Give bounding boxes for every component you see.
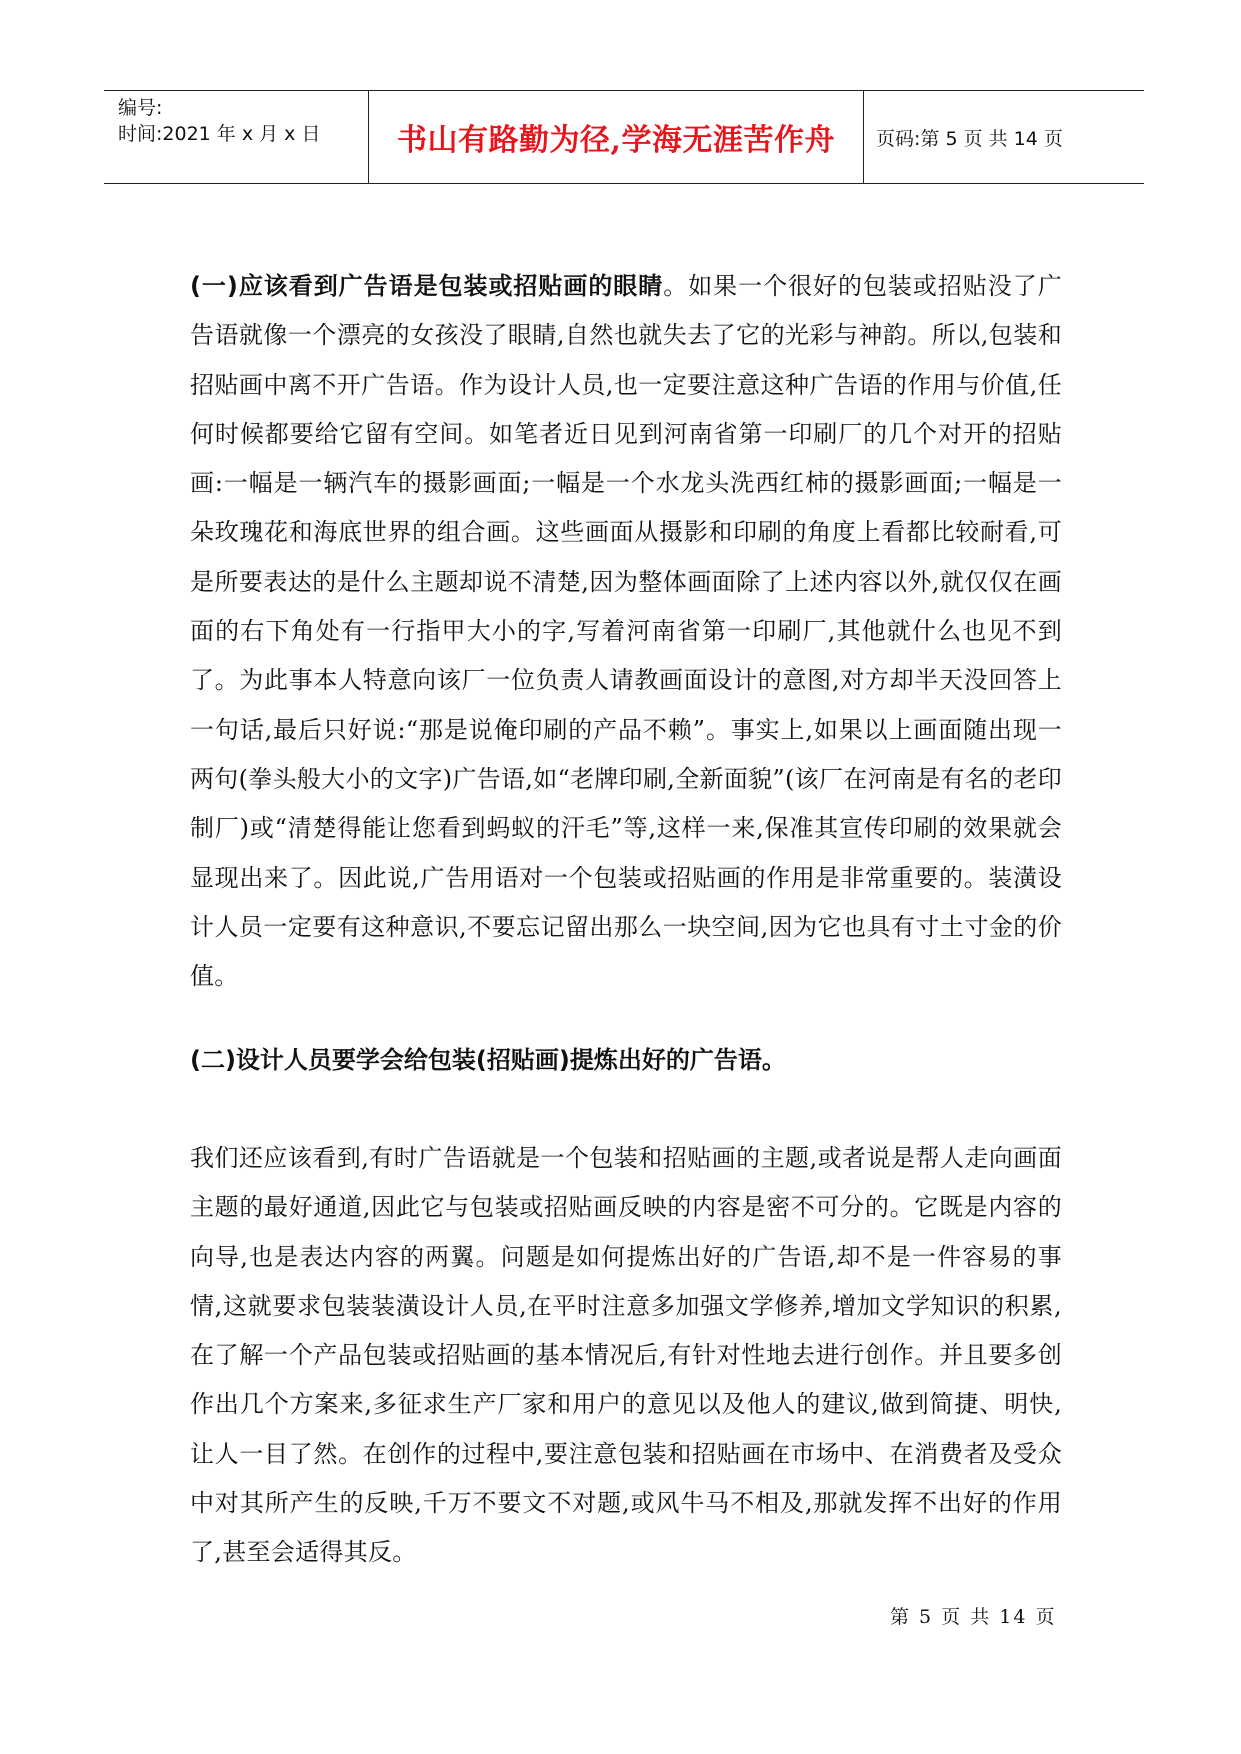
header-motto-cell [369, 91, 864, 183]
page-footer: 第 5 页 共 14 页 [890, 1606, 1057, 1628]
section-1-body: 。如果一个很好的包装或招贴没了广告语就像一个漂亮的女孩没了眼睛,自然也就失去了它的光彩与神韵。所以,包装和招贴画中离不开广告语。作为设计人员,也一定要注意这种广告语的作用与价值,任何时候都要给它留有空间。如笔者近日见到河南省第一印刷厂的几个对开的招贴画:一幅是一辆汽车的摄影画面;一幅是一个水龙头洗西红柿的摄影画面;一幅是一朵玫瑰花和海底世界的组合画。这些画面从摄影和印刷的角度上看都比较耐看,可是所要表达的是什么主题却说不清楚,因为整体画面除了上述内容以外,就仅仅在画面的右下角处有一行指甲大小的字,写着河南省第一印刷厂,其他就什么也见不到了。为此事本人特意向该厂一位负责人请教画面设计的意图,对方却半天没回答上一句话,最后只好说:“那是说俺印刷的产品不赖”。事实上,如果以上画面随出现一两句(拳头般大小的文字)广告语,如“老牌印刷,全新面貌”(该厂在河南是有名的老印制厂)或“清楚得能让您看到蚂蚁的汗毛”等,这样一来,保准其宣传印刷的效果就会显现出来了。因此说,广告用语对一个包装或招贴画的作用是非常重要的。装潢设计人员一定要有这种意识,不要忘记留出那么一块空间,因为它也具有寸土寸金的价值。 [190, 272, 1062, 991]
section-1 [190, 262, 1062, 1001]
section-2-heading: (二)设计人员要学会给包装(招贴画)提炼出好的广告语。 [190, 1046, 786, 1074]
document-header [104, 90, 1144, 184]
header-motto: 书山有路勤为径,学海无涯苦作舟 [397, 123, 835, 158]
section-1-heading: (一)应该看到广告语是包装或招贴画的眼睛 [190, 272, 664, 300]
section-2-body: 我们还应该看到,有时广告语就是一个包装和招贴画的主题,或者说是帮人走向画面主题的最好通道,因此它与包装或招贴画反映的内容是密不可分的。它既是内容的向导,也是表达内容的两翼。问题是如何提炼出好的广告语,却不是一件容易的事情,这就要求包装装潢设计人员,在平时注意多加强文学修养,增加文学知识的积累,在了解一个产品包装或招贴画的基本情况后,有针对性地去进行创作。并且要多创作出几个方案来,多征求生产厂家和用户的意见以及他人的建议,做到简捷、明快,让人一目了然。在创作的过程中,要注意包装和招贴画在市场中、在消费者及受众中对其所产生的反映,千万不要文不对题,或风牛马不相及,那就发挥不出好的作用了,甚至会适得其反。 [190, 1144, 1062, 1567]
document-date: 时间:2021 年 x 月 x 日 [118, 123, 321, 145]
section-2 [190, 1134, 1062, 1578]
section-1-paragraph [190, 262, 1062, 1001]
header-page-cell [864, 91, 1144, 183]
header-page-number: 页码:第 5 页 共 14 页 [876, 127, 1063, 150]
header-meta-cell [104, 91, 369, 183]
document-number-label: 编号: [118, 97, 163, 119]
